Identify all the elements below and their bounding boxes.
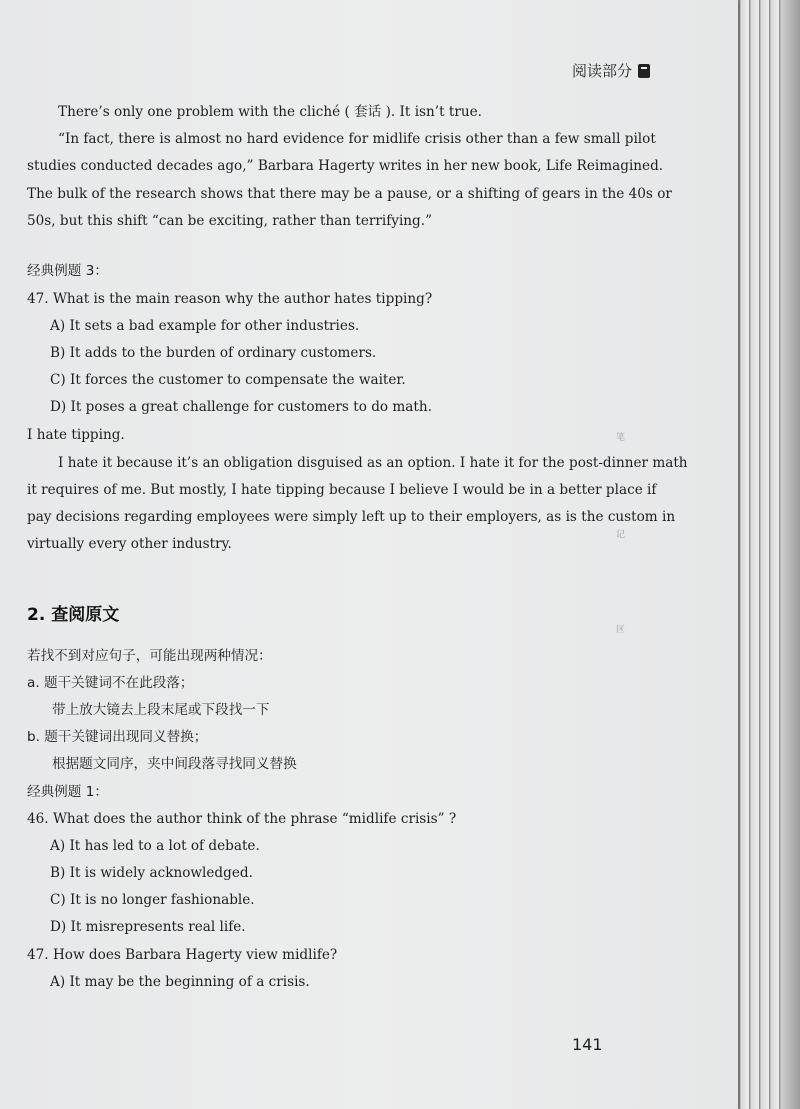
question: 47. What is the main reason why the author hates tipping? [27,291,433,307]
passage-line: I hate tipping. [27,427,125,443]
answer-option: B) It is widely acknowledged. [50,865,253,881]
question: 47. How does Barbara Hagerty view midlife? [27,947,338,963]
passage-line: pay decisions regarding employees were simply left up to their employers, as is the custom in [27,509,676,525]
case-a: a. 题干关键词不在此段落； [27,675,194,691]
example-label: 经典例题 3： [27,263,108,279]
passage-line: 50s, but this shift “can be exciting, rather than terrifying.” [27,213,433,229]
passage-line: I hate it because it’s an obligation disguised as an option. I hate it for the post-dinner math [58,455,688,471]
passage-line: The bulk of the research shows that there may be a pause, or a shifting of gears in the 40s or [27,186,672,202]
answer-option: D) It poses a great challenge for customers to do math. [50,399,432,415]
answer-option: D) It misrepresents real life. [50,919,246,935]
answer-option: A) It may be the beginning of a crisis. [50,974,310,990]
answer-option: C) It is no longer fashionable. [50,892,255,908]
passage-line: “In fact, there is almost no hard evidence for midlife crisis other than a few small pilot [58,131,656,147]
page-edge [740,0,749,1109]
margin-note-mark: 区 [616,625,626,635]
answer-option: A) It has led to a lot of debate. [50,838,260,854]
margin-note-mark: 记 [616,530,626,540]
case-b: b. 题干关键词出现同义替换； [27,729,208,745]
passage-line: it requires of me. But mostly, I hate tipping because I believe I would be in a better place if [27,482,657,498]
page-edge [770,0,779,1109]
example-label: 经典例题 1： [27,784,108,800]
question: 46. What does the author think of the phrase “midlife crisis” ? [27,811,457,827]
passage-line: virtually every other industry. [27,536,232,552]
passage-line: studies conducted decades ago,” Barbara Hagerty writes in her new book, Life Reimagined. [27,158,664,174]
answer-option: C) It forces the customer to compensate the waiter. [50,372,406,388]
header-title: 阅读部分 [571,62,632,80]
running-header [572,60,650,81]
page-edge [760,0,769,1109]
section-intro: 若找不到对应句子，可能出现两种情况： [27,648,272,664]
answer-option: A) It sets a bad example for other industries. [50,318,360,334]
passage-line: There’s only one problem with the cliché ( 套话 ). It isn’t true. [58,104,482,120]
case-a-detail: 带上放大镜去上段末尾或下段找一下 [52,702,270,718]
case-b-detail: 根据题文同序，夹中间段落寻找同义替换 [52,756,297,772]
book-icon [638,64,650,78]
page-edge [750,0,759,1109]
margin-note-mark: 笔 [616,433,626,443]
page-number: 141 [572,1035,603,1054]
answer-option: B) It adds to the burden of ordinary customers. [50,345,377,361]
page-edge [780,0,800,1109]
section-heading: 2. 查阅原文 [27,605,120,625]
